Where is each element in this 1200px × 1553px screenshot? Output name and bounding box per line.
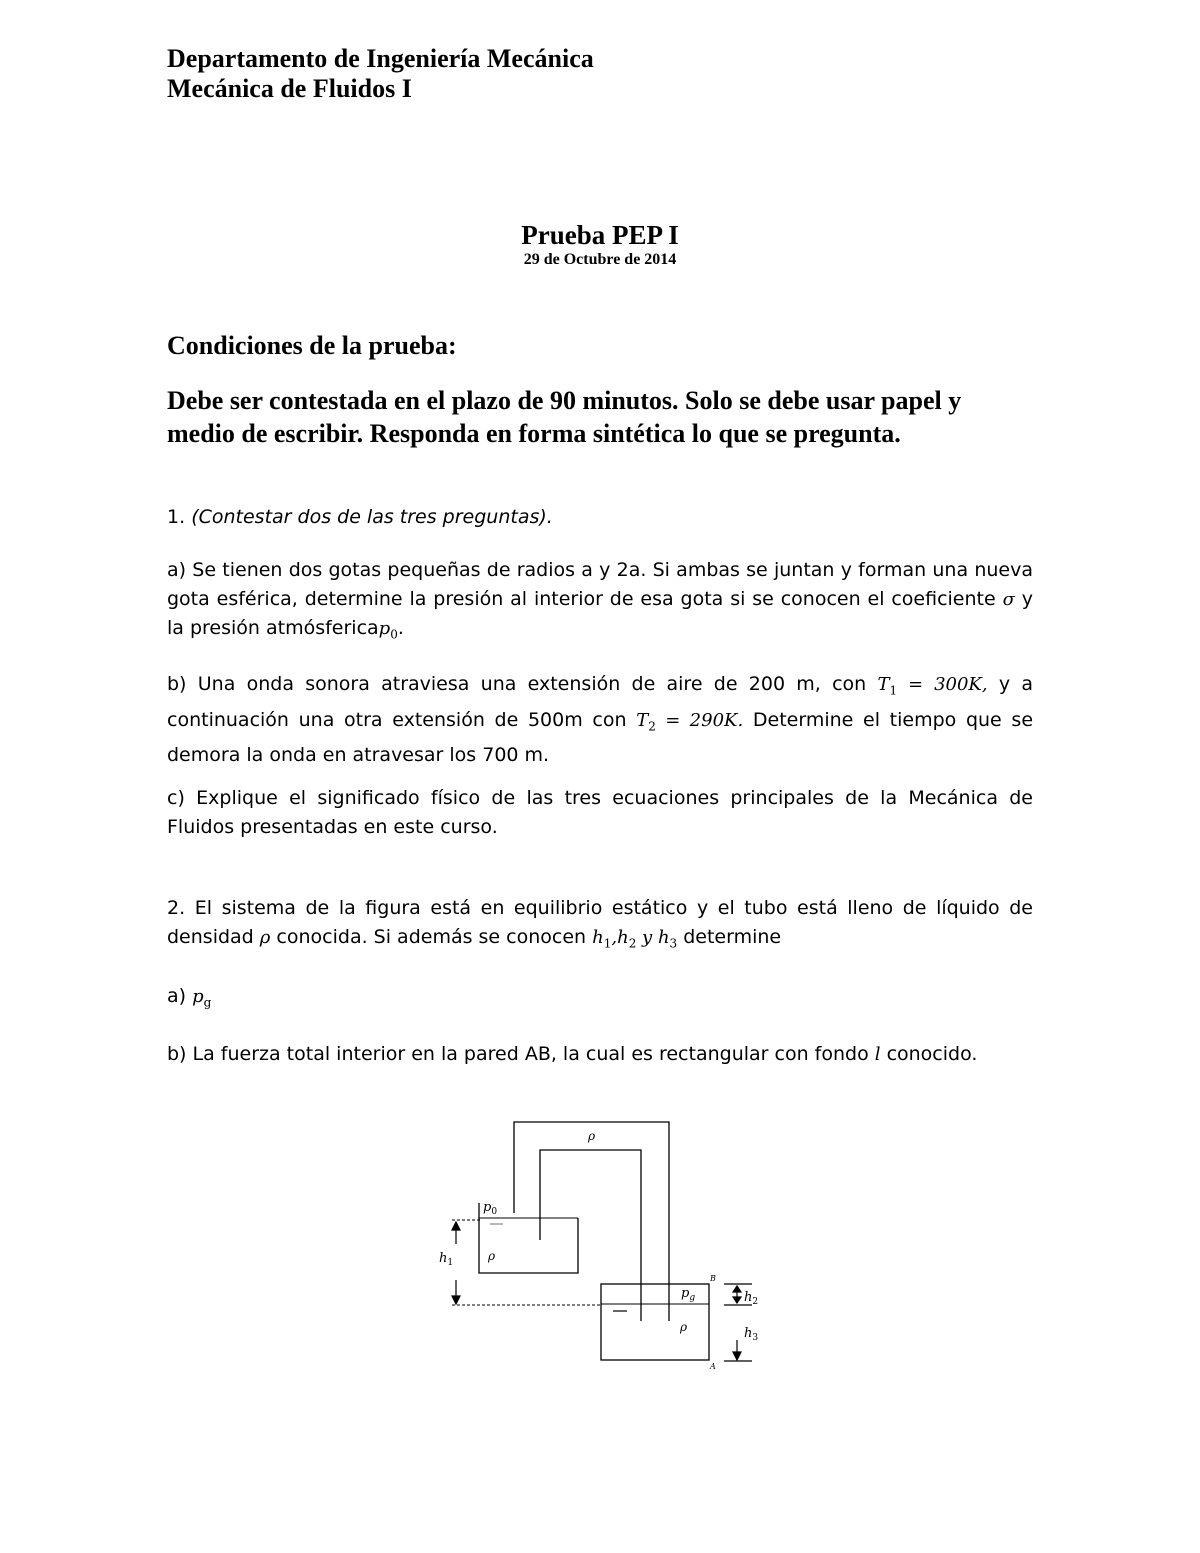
item-label: b) [167,673,187,695]
fig-rho-left: ρ [488,1249,496,1263]
item-text: Determine el tiempo que se demora la onda en atravesar los 700 m. [167,708,1034,767]
department-name: Departamento de Ingeniería Mecánica [167,44,594,73]
fig-h1-label: $h_1$ [439,1251,454,1268]
question-number: 1. [167,506,186,528]
item-text: El sistema de la figura está en equilibrio estático y el tubo está lleno de líquido de densidad [167,897,1034,948]
fig-point-a: A [710,1362,716,1371]
item-text: conocida. Si además se conocen [276,926,587,948]
item-text: La fuerza total interior en la pared AB, la cual es rectangular con fondo [192,1043,869,1065]
course-name: Mecánica de Fluidos I [167,74,412,103]
exam-title: Prueba PEP I [521,220,679,250]
item-text: determine [683,926,782,948]
fig-rho-right: ρ [680,1320,688,1334]
item-text: y a continuación una otra extensión de 500m con [167,673,1034,731]
fig-p0-label: $p_0$ [483,1200,498,1217]
tube-inner-wall [540,1150,641,1321]
h1-dimension [452,1222,460,1304]
t1-equation: $T_1 = 300K$, [877,674,988,698]
item-text: Se tienen dos gotas pequeñas de radios a y 2a. Si ambas se juntan y forman una nueva gota esférica, determine la presión al interior de esa gota si se conocen el coeficiente [167,559,1033,610]
l-symbol: l [874,1044,881,1065]
fig-point-b: B [710,1274,716,1283]
t2-equation: $T_2 = 290K$. [636,709,744,734]
p0-symbol: $p_0$ [378,618,398,642]
item-text: conocido. [886,1043,978,1065]
fig-h2-label: $h_2$ [744,1290,759,1307]
conditions-heading: Condiciones de la prueba: [167,331,457,360]
conditions-text: Debe ser contestada en el plazo de 90 minutos. Solo se debe usar papel y medio de escribir. Responda en forma sintética lo que se pregunta. [167,386,962,448]
item-text: y la presión atmósferica [167,588,1033,639]
sigma-symbol: σ [1002,589,1015,610]
fig-h3-label: $h_3$ [744,1326,759,1343]
item-label: a) [167,559,187,581]
tube-outer-wall [514,1122,669,1321]
question-number: 2. [167,897,186,919]
pg-symbol: $p_g$ [192,986,212,1010]
item-text: Una onda sonora atraviesa una extensión de aire de 200 m, con [197,673,867,695]
item-label: c) [167,787,185,809]
item-label: b) [167,1043,187,1065]
item-text: Explique el significado físico de las tres ecuaciones principales de la Mecánica de Fluidos presentadas en este curso. [167,787,1034,838]
fig-rho-top: ρ [588,1129,596,1143]
question-1a: a) Se tienen dos gotas pequeñas de radios a y 2a. Si ambas se juntan y forman una nueva gota esférica, determine la presión al interior de esa gota si se conocen el coeficiente σ y la presión atmósfericap$_0$. [167,559,1033,642]
question-note: (Contestar dos de las tres preguntas). [191,506,553,528]
fig-pg-label: $p_g$ [681,1286,696,1303]
item-label: a) [167,985,187,1007]
exam-date: 29 de Octubre de 2014 [523,251,677,268]
rho-symbol: ρ [259,927,271,948]
h-symbols: $h_1,h_2$ y $h_3$ [592,927,678,951]
